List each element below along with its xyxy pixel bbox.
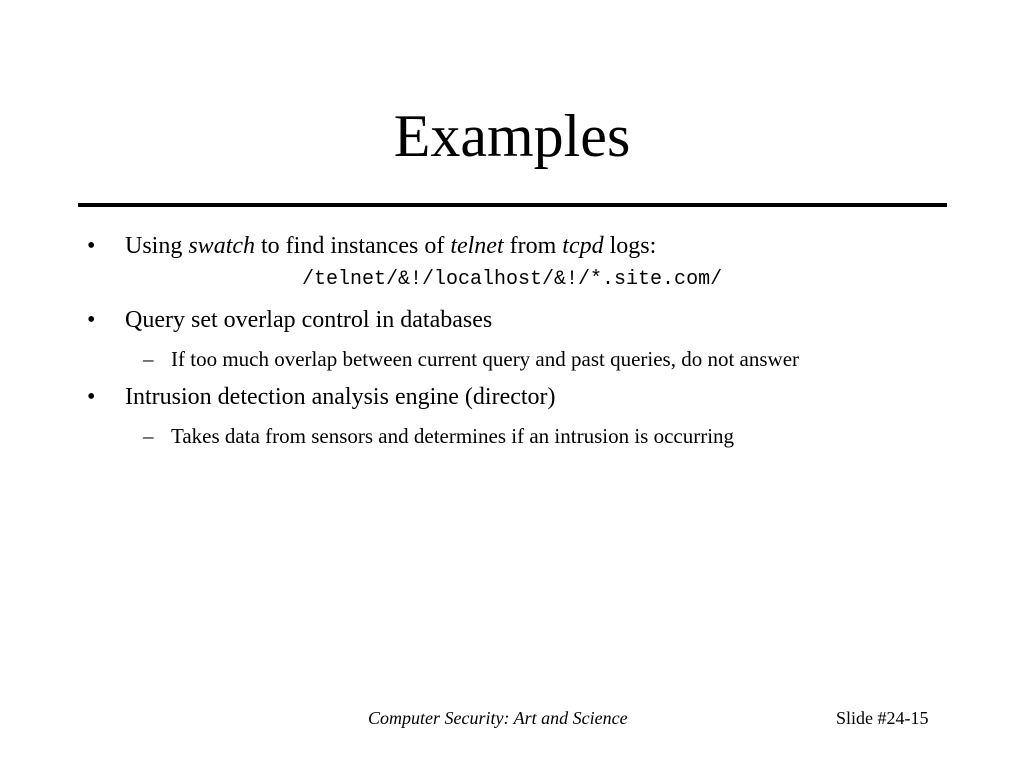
bullet-text: Query set overlap control in databases (125, 307, 493, 333)
sub-bullet-item (143, 423, 735, 449)
title-divider (78, 203, 947, 207)
bullet-icon: • (87, 307, 96, 333)
bullet-emphasis-swatch: swatch (188, 233, 256, 259)
sub-bullet-item (143, 346, 800, 372)
slide-title: Examples (393, 103, 631, 169)
sub-bullet-text: If too much overlap between current query and past queries, do not answer (171, 347, 800, 371)
bullet-item (87, 305, 493, 335)
bullet-text-part: from (503, 233, 563, 259)
dash-icon: – (143, 347, 154, 371)
bullet-item (87, 231, 657, 261)
bullet-text-part: logs: (603, 233, 657, 259)
footer-slide-number: Slide #24-15 (836, 708, 929, 728)
code-pattern: /telnet/&!/localhost/&!/*.site.com/ (302, 268, 723, 291)
bullet-icon: • (87, 384, 96, 410)
bullet-text-part: to find instances of (255, 233, 451, 259)
bullet-emphasis-telnet: telnet (450, 233, 504, 259)
bullet-text: Intrusion detection analysis engine (director) (125, 384, 556, 410)
bullet-item (87, 382, 556, 412)
dash-icon: – (143, 424, 154, 448)
bullet-icon: • (87, 233, 96, 259)
sub-bullet-text: Takes data from sensors and determines if an intrusion is occurring (171, 424, 735, 448)
bullet-text-part: Using (125, 233, 189, 259)
bullet-emphasis-tcpd: tcpd (562, 233, 604, 259)
footer-book-title: Computer Security: Art and Science (368, 708, 628, 728)
